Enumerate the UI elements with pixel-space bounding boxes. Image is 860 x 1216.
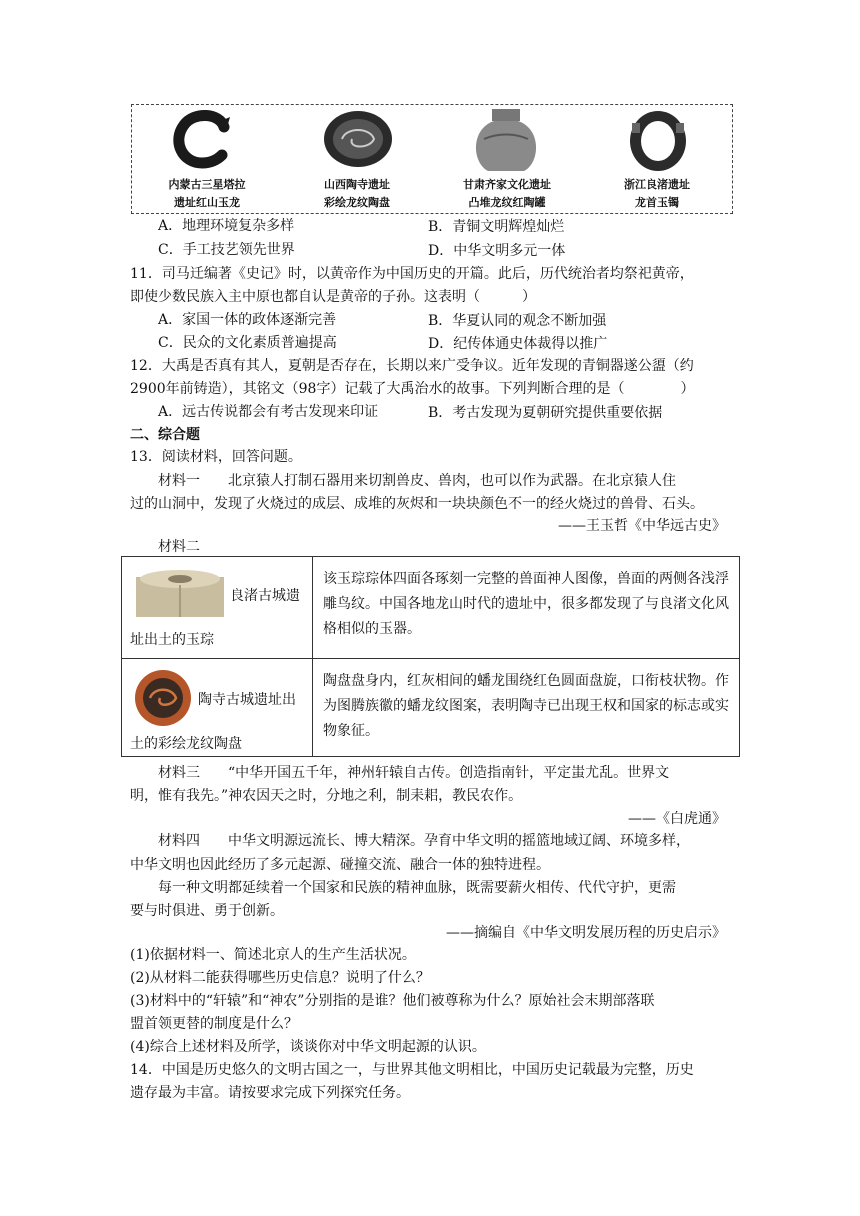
material4-source: ——摘编自《中华文明发展历程的历史启示》 bbox=[446, 925, 726, 941]
q13-sub3-line2: 盟首领更替的制度是什么？ bbox=[130, 1016, 298, 1032]
table-cell-text: 该玉琮琮体四面各琢刻一完整的兽面神人图像，兽面的两侧各浅浮雕鸟纹。中国各地龙山时代的遗址中，很多都发现了与良渚文化风格相似的玉器。 bbox=[313, 557, 740, 659]
table-caption-part2: 址出土的玉琮 bbox=[130, 632, 214, 648]
table-caption-part1: 陶寺古城遗址出 bbox=[198, 692, 296, 708]
q11-stem-line2: 即使少数民族入主中原也都自认是黄帝的子孙。这表明（ ） bbox=[130, 289, 536, 305]
material1-line1: 材料一 北京猿人打制石器用来切割兽皮、兽肉，也可以作为武器。在北京猿人住 bbox=[158, 473, 676, 489]
material4-line2: 中华文明也因此经历了多元起源、碰撞交流、融合一体的独特进程。 bbox=[130, 857, 550, 873]
material2-table bbox=[121, 556, 740, 757]
q11-option-c: C．民众的文化素质普遍提高 bbox=[158, 335, 337, 351]
q13-sub1: (1)依据材料一、简述北京人的生产生活状况。 bbox=[130, 947, 416, 963]
jade-cong-icon bbox=[132, 567, 228, 623]
material3-source: ——《白虎通》 bbox=[628, 811, 726, 827]
figure-caption-line2: 遗址红山玉龙 bbox=[174, 196, 240, 209]
q10-option-d: D．中华文明多元一体 bbox=[428, 243, 566, 259]
q10-option-c: C．手工技艺领先世界 bbox=[158, 242, 295, 258]
q13-intro: 13．阅读材料，回答问题。 bbox=[130, 449, 302, 465]
figure-strip bbox=[131, 104, 733, 214]
figure-hongshan-jade-dragon bbox=[132, 105, 282, 213]
figure-caption-line1: 甘肃齐家文化遗址 bbox=[463, 178, 551, 191]
material3-line2: 明，惟有我先。”神农因天之时，分地之利，制耒耜，教民农作。 bbox=[130, 788, 523, 804]
q10-option-b: B．青铜文明辉煌灿烂 bbox=[428, 219, 565, 235]
material4-line1: 材料四 中华文明源远流长、博大精深。孕育中华文明的摇篮地域辽阔、环境多样， bbox=[158, 833, 690, 849]
figure-qijia-jar bbox=[432, 105, 582, 213]
painted-plate-icon bbox=[282, 105, 432, 177]
dragon-plate-icon bbox=[132, 667, 194, 729]
table-cell-text: 陶盘盘身内，红灰相间的蟠龙围绕红色圆面盘旋，口衔枝状物。作为图腾族徽的蟠龙纹图案，表明陶寺已出现王权和国家的标志或实物象征。 bbox=[313, 659, 740, 757]
pottery-jar-icon bbox=[432, 105, 582, 177]
q12-stem-line2: 2900年前铸造），其铭文（98字）记载了大禹治水的故事。下列判断合理的是（ ） bbox=[130, 381, 695, 397]
material3-line1: 材料三 “中华开国五千年，神州轩辕自古传。创造指南针，平定蚩尤乱。世界文 bbox=[158, 765, 670, 781]
q12-stem-line1: 12．大禹是否真有其人，夏朝是否存在，长期以来广受争议。近年发现的青铜器遂公盨（约 bbox=[130, 358, 694, 374]
q12-option-b: B．考古发现为夏朝研究提供重要依据 bbox=[428, 405, 663, 421]
table-cell-image bbox=[122, 659, 313, 757]
c-jade-dragon-icon bbox=[132, 105, 282, 177]
table-caption-part1: 良渚古城遗 bbox=[230, 588, 300, 604]
figure-caption-line1: 浙江良渚遗址 bbox=[624, 178, 690, 191]
q13-sub4: (4)综合上述材料及所学，谈谈你对中华文明起源的认识。 bbox=[130, 1039, 486, 1055]
figure-liangzhu-bracelet bbox=[582, 105, 732, 213]
material2-label: 材料二 bbox=[158, 539, 200, 555]
material1-line2: 过的山洞中，发现了火烧过的成层、成堆的灰烬和一块块颜色不一的经火烧过的兽骨、石头。 bbox=[130, 496, 704, 512]
table-caption-part2: 土的彩绘龙纹陶盘 bbox=[130, 736, 242, 752]
material4-line3: 每一种文明都延续着一个国家和民族的精神血脉，既需要薪火相传、代代守护，更需 bbox=[158, 880, 676, 896]
figure-caption-line1: 内蒙古三星塔拉 bbox=[168, 178, 246, 191]
q11-option-a: A．家国一体的政体逐渐完善 bbox=[158, 312, 337, 328]
section-heading: 二、综合题 bbox=[130, 427, 200, 443]
figure-caption-line2: 彩绘龙纹陶盘 bbox=[324, 196, 390, 209]
table-row bbox=[122, 557, 740, 659]
figure-caption-line2: 龙首玉镯 bbox=[635, 196, 679, 209]
jade-bracelet-icon bbox=[582, 105, 732, 177]
q11-stem-line1: 11．司马迁编著《史记》时，以黄帝作为中国历史的开篇。此后，历代统治者均祭祀黄帝， bbox=[130, 266, 694, 282]
q11-option-b: B．华夏认同的观念不断加强 bbox=[428, 313, 607, 329]
q10-option-a: A．地理环境复杂多样 bbox=[158, 218, 295, 234]
table-row bbox=[122, 659, 740, 757]
q11-option-d: D．纪传体通史体裁得以推广 bbox=[428, 336, 608, 352]
material1-source: ——王玉哲《中华远古史》 bbox=[558, 518, 726, 534]
q13-sub2: (2)从材料二能获得哪些历史信息？说明了什么？ bbox=[130, 970, 430, 986]
material4-line4: 要与时俱进、勇于创新。 bbox=[130, 903, 284, 919]
figure-caption-line2: 凸堆龙纹红陶罐 bbox=[468, 196, 546, 209]
q14-line2: 遗存最为丰富。请按要求完成下列探究任务。 bbox=[130, 1085, 410, 1101]
figure-taosi-plate bbox=[282, 105, 432, 213]
q13-sub3-line1: (3)材料中的“轩辕”和“神农”分别指的是谁？他们被尊称为什么？原始社会末期部落联 bbox=[130, 993, 655, 1009]
q14-line1: 14．中国是历史悠久的文明古国之一，与世界其他文明相比，中国历史记载最为完整，历史 bbox=[130, 1062, 694, 1078]
figure-caption-line1: 山西陶寺遗址 bbox=[324, 178, 390, 191]
table-cell-image bbox=[122, 557, 313, 659]
q12-option-a: A．远古传说都会有考古发现来印证 bbox=[158, 404, 379, 420]
